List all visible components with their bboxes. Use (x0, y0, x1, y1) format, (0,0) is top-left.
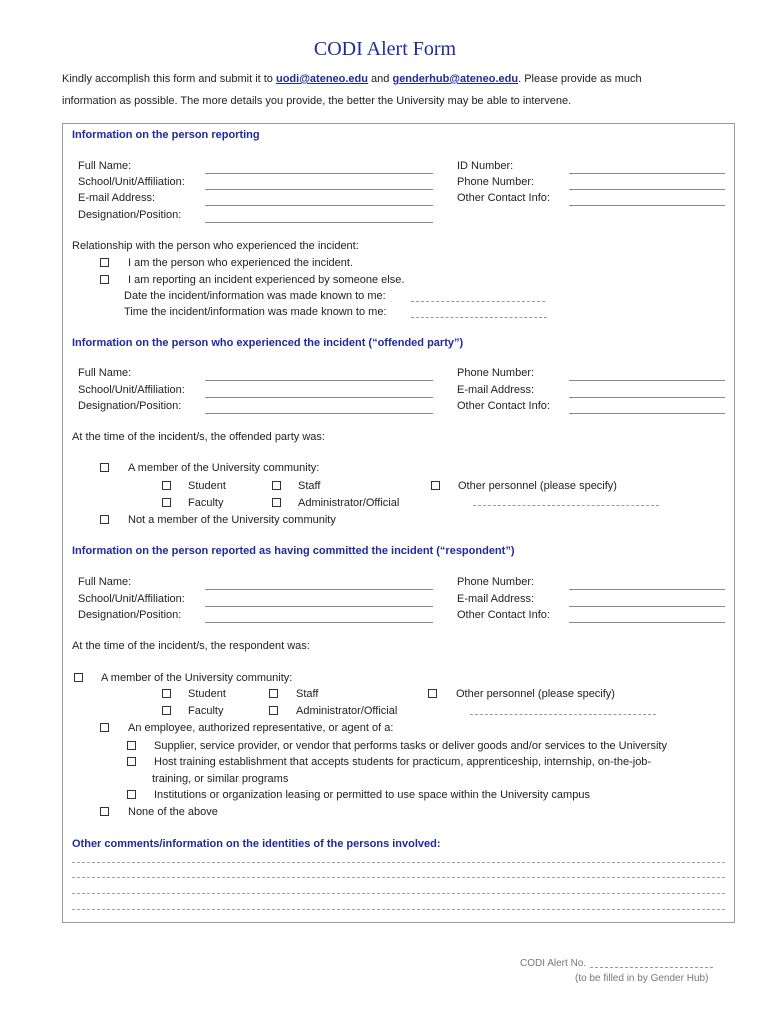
offended-staff-checkbox[interactable] (272, 481, 281, 490)
relationship-question: Relationship with the person who experienced the incident: (72, 240, 359, 252)
offended-heading: Information on the person who experienced the incident (“offended party”) (72, 337, 464, 349)
intro-line-2: information as possible. The more details you provide, the better the University may be able to intervene. (62, 95, 572, 107)
offended-admin-checkbox[interactable] (272, 498, 281, 507)
offended-not-member-label: Not a member of the University community (128, 514, 336, 526)
respondent-supplier-checkbox[interactable] (127, 741, 136, 750)
time-known-label: Time the incident/information was made known to me: (124, 306, 387, 318)
respondent-institutions-checkbox[interactable] (127, 790, 136, 799)
offended-school-field[interactable] (205, 397, 433, 398)
codi-alert-no-note: (to be filled in by Gender Hub) (575, 973, 709, 984)
offended-student-checkbox[interactable] (162, 481, 171, 490)
offended-school-label: School/Unit/Affiliation: (78, 384, 185, 396)
codi-alert-no-label: CODI Alert No. (520, 958, 587, 969)
offended-other-personnel-field[interactable] (473, 505, 659, 506)
respondent-phone-field[interactable] (569, 589, 725, 590)
uodi-email-link[interactable]: uodi@ateneo.edu (275, 73, 368, 85)
respondent-host-label-1: Host training establishment that accepts students for practicum, apprenticeship, internship, on-the-job- (154, 756, 652, 768)
respondent-faculty-checkbox[interactable] (162, 706, 171, 715)
opt-other-label: I am reporting an incident experienced by someone else. (128, 274, 405, 286)
offended-staff-label: Staff (298, 480, 321, 492)
genderhub-email-link[interactable]: genderhub@ateneo.edu (392, 73, 519, 85)
offended-full-name-label: Full Name: (78, 367, 132, 379)
offended-other-personnel-checkbox[interactable] (431, 481, 440, 490)
offended-other-personnel-label: Other personnel (please specify) (458, 480, 617, 492)
comments-line-1[interactable] (72, 862, 725, 863)
reporter-email-label: E-mail Address: (78, 192, 156, 204)
respondent-other-personnel-checkbox[interactable] (428, 689, 437, 698)
offended-other-contact-label: Other Contact Info: (457, 400, 550, 412)
reporter-id-label: ID Number: (457, 160, 514, 172)
comments-line-2[interactable] (72, 877, 725, 878)
respondent-member-label: A member of the University community: (101, 672, 293, 684)
intro-line-1 (62, 73, 642, 85)
reporter-school-field[interactable] (205, 189, 433, 190)
reporter-designation-field[interactable] (205, 222, 433, 223)
offended-designation-field[interactable] (205, 413, 433, 414)
respondent-none-checkbox[interactable] (100, 807, 109, 816)
respondent-institutions-label: Institutions or organization leasing or permitted to use space within the University campus (154, 789, 590, 801)
respondent-member-checkbox[interactable] (74, 673, 83, 682)
respondent-none-label: None of the above (128, 806, 218, 818)
reporter-other-contact-label: Other Contact Info: (457, 192, 550, 204)
offended-member-checkbox[interactable] (100, 463, 109, 472)
intro-text: . Please provide as much (518, 73, 642, 85)
respondent-designation-label: Designation/Position: (78, 609, 182, 621)
offended-status-question: At the time of the incident/s, the offended party was: (72, 431, 325, 443)
reporter-id-field[interactable] (569, 173, 725, 174)
respondent-school-label: School/Unit/Affiliation: (78, 593, 185, 605)
codi-alert-no-field[interactable] (590, 967, 713, 968)
offended-phone-field[interactable] (569, 380, 725, 381)
respondent-supplier-label: Supplier, service provider, or vendor that performs tasks or deliver goods and/or services to the University (154, 740, 667, 752)
respondent-phone-label: Phone Number: (457, 576, 535, 588)
offended-other-contact-field[interactable] (569, 413, 725, 414)
respondent-host-checkbox[interactable] (127, 757, 136, 766)
offended-admin-label: Administrator/Official (298, 497, 400, 509)
intro-text: Kindly accomplish this form and submit it to (62, 73, 276, 85)
respondent-full-name-field[interactable] (205, 589, 433, 590)
respondent-full-name-label: Full Name: (78, 576, 132, 588)
respondent-employee-label: An employee, authorized representative, or agent of a: (128, 722, 394, 734)
respondent-admin-label: Administrator/Official (296, 705, 398, 717)
date-known-field[interactable] (411, 301, 545, 302)
offended-email-field[interactable] (569, 397, 725, 398)
reporter-other-contact-field[interactable] (569, 205, 725, 206)
reporter-phone-field[interactable] (569, 189, 725, 190)
respondent-faculty-label: Faculty (188, 705, 224, 717)
comments-heading: Other comments/information on the identities of the persons involved: (72, 838, 441, 850)
opt-self-label: I am the person who experienced the incident. (128, 257, 354, 269)
respondent-other-personnel-label: Other personnel (please specify) (456, 688, 615, 700)
offended-designation-label: Designation/Position: (78, 400, 182, 412)
opt-other-checkbox[interactable] (100, 275, 109, 284)
offended-not-member-checkbox[interactable] (100, 515, 109, 524)
time-known-field[interactable] (411, 317, 547, 318)
offended-faculty-checkbox[interactable] (162, 498, 171, 507)
respondent-admin-checkbox[interactable] (269, 706, 278, 715)
respondent-staff-label: Staff (296, 688, 319, 700)
offended-member-label: A member of the University community: (128, 462, 320, 474)
respondent-other-contact-label: Other Contact Info: (457, 609, 550, 621)
reporter-designation-label: Designation/Position: (78, 209, 182, 221)
respondent-status-question: At the time of the incident/s, the respondent was: (72, 640, 310, 652)
date-known-label: Date the incident/information was made known to me: (124, 290, 386, 302)
respondent-other-contact-field[interactable] (569, 622, 725, 623)
offended-full-name-field[interactable] (205, 380, 433, 381)
opt-self-checkbox[interactable] (100, 258, 109, 267)
reporter-full-name-label: Full Name: (78, 160, 132, 172)
respondent-host-label-2: training, or similar programs (152, 773, 289, 785)
comments-line-3[interactable] (72, 893, 725, 894)
intro-text: and (368, 73, 393, 85)
respondent-staff-checkbox[interactable] (269, 689, 278, 698)
offended-student-label: Student (188, 480, 226, 492)
offended-email-label: E-mail Address: (457, 384, 535, 396)
reporter-school-label: School/Unit/Affiliation: (78, 176, 185, 188)
offended-faculty-label: Faculty (188, 497, 224, 509)
reporter-phone-label: Phone Number: (457, 176, 535, 188)
reporter-heading: Information on the person reporting (72, 129, 260, 141)
respondent-student-label: Student (188, 688, 226, 700)
form-title: CODI Alert Form (313, 38, 457, 60)
reporter-full-name-field[interactable] (205, 173, 433, 174)
offended-phone-label: Phone Number: (457, 367, 535, 379)
reporter-email-field[interactable] (205, 205, 433, 206)
respondent-designation-field[interactable] (205, 622, 433, 623)
respondent-student-checkbox[interactable] (162, 689, 171, 698)
respondent-email-field[interactable] (569, 606, 725, 607)
comments-line-4[interactable] (72, 909, 725, 910)
respondent-school-field[interactable] (205, 606, 433, 607)
respondent-other-personnel-field[interactable] (470, 714, 656, 715)
respondent-heading: Information on the person reported as having committed the incident (“respondent”) (72, 545, 515, 557)
respondent-employee-checkbox[interactable] (100, 723, 109, 732)
respondent-email-label: E-mail Address: (457, 593, 535, 605)
